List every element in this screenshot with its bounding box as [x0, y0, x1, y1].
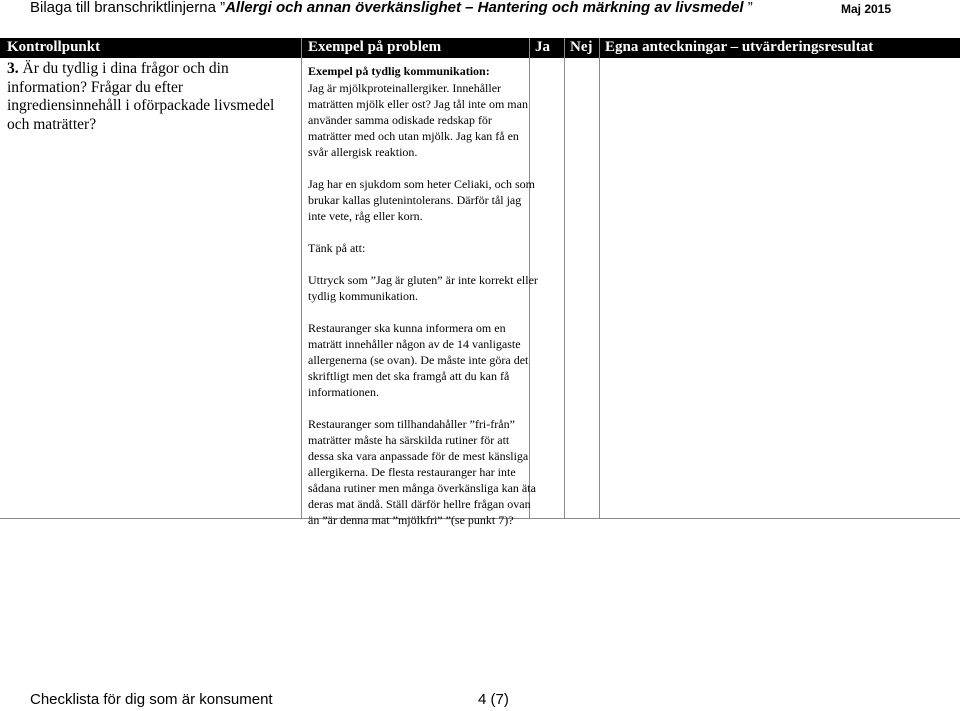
example-title: Exempel på tydlig kommunikation:: [308, 64, 490, 78]
example-cell: [308, 63, 538, 528]
checkpoint-question-text: Är du tydlig i dina frågor och din information? Frågar du efter ingrediensinnehåll i oförpackade livsmedel och maträtter?: [7, 60, 275, 133]
example-paragraph: Jag är mjölkproteinallergiker. Innehåller maträtten mjölk eller ost? Jag tål inte om man använder samma odiskade redskap för maträtter med och utan mjölk. Jag kan få en svår allergisk reaktion.: [308, 81, 528, 159]
header-date: Maj 2015: [841, 2, 892, 16]
example-paragraph: Jag har en sjukdom som heter Celiaki, och som brukar kallas glutenintolerans. Därför tål jag inte vete, råg eller korn.: [308, 177, 535, 223]
header-title: [30, 0, 753, 16]
column-header-no: Nej: [570, 39, 593, 55]
header-guideline-title: Allergi och annan överkänslighet – Hantering och märkning av livsmedel: [225, 0, 744, 16]
checkpoint-question: [7, 60, 297, 134]
column-divider: [301, 38, 302, 519]
column-header-example: Exempel på problem: [308, 39, 442, 55]
checkpoint-number: 3.: [7, 60, 19, 77]
footer-title: Checklista för dig som är konsument: [30, 691, 273, 708]
column-header-yes: Ja: [535, 39, 550, 55]
column-divider: [564, 38, 565, 519]
example-paragraph: Uttryck som ”Jag är gluten” är inte korrekt eller tydlig kommunikation.: [308, 273, 538, 303]
column-header-notes: Egna anteckningar – utvärderingsresultat: [605, 39, 874, 55]
header-suffix: ”: [743, 0, 753, 16]
column-divider: [599, 38, 600, 519]
example-paragraph: Tänk på att:: [308, 241, 366, 255]
header-prefix: Bilaga till branschriktlinjerna ”: [30, 0, 226, 16]
page-header: [0, 0, 960, 18]
example-paragraph: Restauranger som tillhandahåller ”fri-från” maträtter måste ha särskilda rutiner för att dessa ska vara anpassade för de mest känsliga allergikerna. De flesta restauranger har inte sådana rutiner men många överkänsliga kan äta deras mat ändå. Ställ därför hellre frågan ovan än ”är denna mat ”mjölkfri” ”(se punkt 7)?: [308, 417, 536, 527]
table-header-row: [0, 38, 960, 58]
column-header-checkpoint: Kontrollpunkt: [7, 39, 101, 55]
page-footer: [30, 691, 509, 708]
page-number: 4 (7): [478, 691, 509, 708]
checklist-table: [0, 38, 960, 527]
example-paragraph: Restauranger ska kunna informera om en maträtt innehåller någon av de 14 vanligaste allergenerna (se ovan). De måste inte göra det skriftligt men det ska framgå att du kan få informationen.: [308, 321, 529, 399]
